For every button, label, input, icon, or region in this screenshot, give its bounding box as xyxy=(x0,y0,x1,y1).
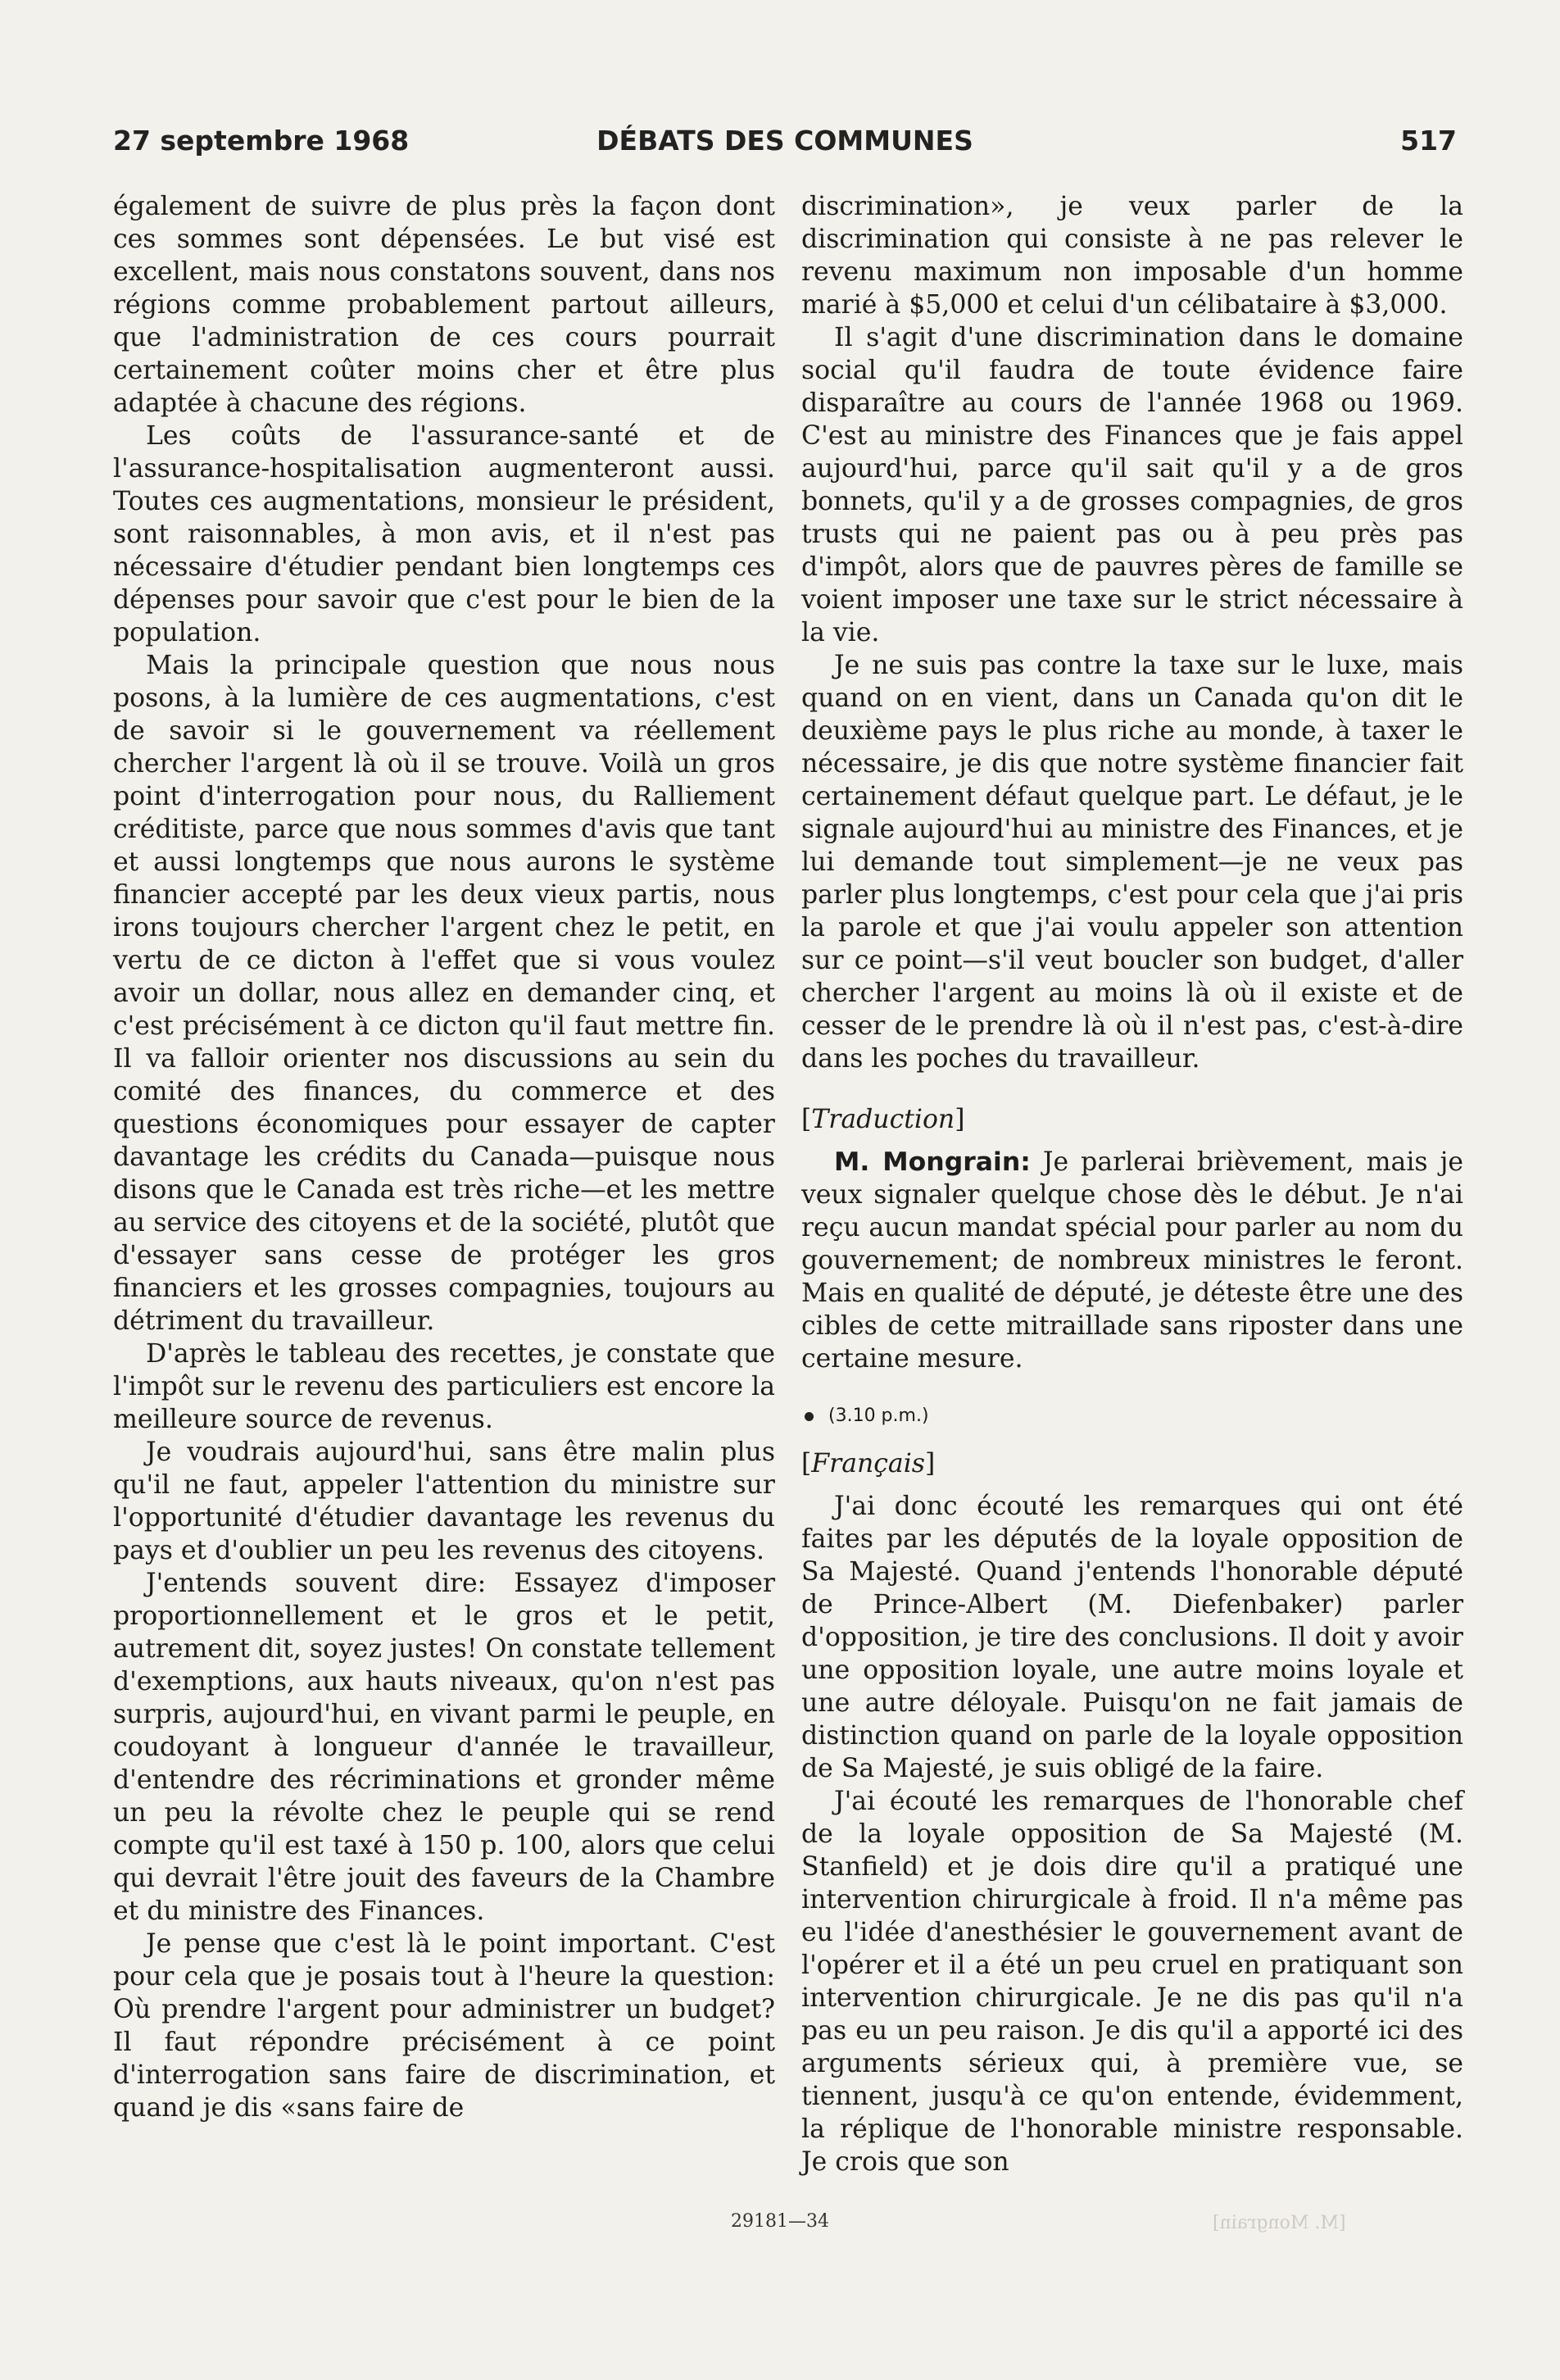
paragraph: J'ai donc écouté les remarques qui ont été faites par les députés de la loyale opposition de Sa Majesté. Quand j'entends l'honorable député de Prince-Albert (M. Diefenbaker) parler d'opposition, je tire des conclusions. Il doit y avoir une opposition loyale, une autre moins loyale et une autre déloyale. Puisqu'on ne fait jamais de distinction quand on parle de la loyale opposition de Sa Majesté, je suis obligé de la faire. xyxy=(801,1492,1463,1783)
paragraph: Il s'agit d'une discrimination dans le domaine social qu'il faudra de toute évidence faire disparaître au cours de l'année 1968 ou 1969. C'est au ministre des Finances que je fais appel aujourd'hui, parce qu'il sait qu'il y a de gros bonnets, qu'il y a de grosses compagnies, de gros trusts qui ne paient pas ou à peu près pas d'impôt, alors que de pauvres pères de famille se voient imposer une taxe sur le strict nécessaire à la vie. xyxy=(801,323,1463,647)
tag-text: Traduction xyxy=(811,1105,955,1134)
paragraph: Je ne suis pas contre la taxe sur le luxe, mais quand on en vient, dans un Canada qu'on dit le deuxième pays le plus riche au monde, à taxer le nécessaire, je dis que notre système financier fait certainement défaut quelque part. Le défaut, je le signale aujourd'hui au ministre des Finances, et je lui demande tout simplement—je ne veux pas parler plus longtemps, c'est pour cela que j'ai pris la parole et que j'ai voulu appeler son attention sur ce point—s'il veut boucler son budget, d'aller chercher l'argent au moins là où il existe et de cesser de le prendre là où il n'est pas, c'est-à-dire dans les poches du travailleur. xyxy=(801,651,1463,1074)
paragraph: Les coûts de l'assurance-santé et de l'assurance-hospitalisation augmenteront aussi. Toutes ces augmentations, monsieur le président, sont raisonnables, à mon avis, et il n'est pas nécessaire d'étudier pendant bien longtemps ces dépenses pour savoir que c'est pour le bien de la population. xyxy=(113,421,775,647)
speaker-paragraph xyxy=(801,1146,1463,1375)
footer-code: 29181—34 xyxy=(731,2211,829,2232)
timestamp-text: (3.10 p.m.) xyxy=(828,1406,929,1426)
paragraph: J'entends souvent dire: Essayez d'imposer proportionnellement et le gros et le petit, autrement dit, soyez justes! On constate tellement d'exemptions, aux hauts niveaux, qu'on n'est pas surpris, aujourd'hui, en vivant parmi le peuple, en coudoyant à longueur d'année le travailleur, d'entendre des récriminations et gronder même un peu la révolte chez le peuple qui se rend compte qu'il est taxé à 150 p. 100, alors que celui qui devrait l'être jouit des faveurs de la Chambre et du ministre des Finances. xyxy=(113,1569,775,1926)
paragraph: discrimination», je veux parler de la discrimination qui consiste à ne pas relever le revenu maximum non imposable d'un homme marié à $5,000 et celui d'un célibataire à $3,000. xyxy=(801,192,1463,320)
right-column xyxy=(801,190,1463,2177)
paragraph: D'après le tableau des recettes, je constate que l'impôt sur le revenu des particuliers est encore la meilleure source de revenus. xyxy=(113,1339,775,1434)
speaker-text: Je parlerai brièvement, mais je veux signaler quelque chose dès le début. Je n'ai reçu aucun mandat spécial pour parler au nom du gouvernement; de nombreux ministres le feront. Mais en qualité de député, je déteste être une des cibles de cette mitraillade sans riposter dans une certaine mesure. xyxy=(801,1147,1463,1374)
paragraph: J'ai écouté les remarques de l'honorable chef de la loyale opposition de Sa Majesté (M. Stanfield) et je dois dire qu'il a pratiqué une intervention chirurgicale à froid. Il n'a même pas eu l'idée d'anesthésier le gouvernement avant de l'opérer et il a été un peu cruel en pratiquant son intervention chirurgicale. Je ne dis pas qu'il n'a pas eu un peu raison. Je dis qu'il a apporté ici des arguments sérieux qui, à première vue, se tiennent, jusqu'à ce qu'on entende, évidemment, la réplique de l'honorable ministre responsable. Je crois que son xyxy=(801,1787,1463,2177)
speaker-name: M. Mongrain: xyxy=(834,1147,1031,1177)
running-header xyxy=(113,125,1457,166)
language-tag-francais: [Français] xyxy=(801,1449,936,1478)
paragraph: Je pense que c'est là le point important. C'est pour cela que je posais tout à l'heure la question: Où prendre l'argent pour administrer un budget? Il faut répondre précisément à ce point d'interrogation sans faire de discrimination, et quand je dis «sans faire de xyxy=(113,1929,775,2123)
paragraph: Je voudrais aujourd'hui, sans être malin plus qu'il ne faut, appeler l'attention du ministre sur l'opportunité d'étudier davantage les revenus du pays et d'oublier un peu les revenus des citoyens. xyxy=(113,1438,775,1565)
page-number: 517 xyxy=(1400,125,1457,157)
tag-text: Français xyxy=(811,1449,925,1478)
bullet-icon xyxy=(805,1412,814,1421)
paragraph: Mais la principale question que nous nous posons, à la lumière de ces augmentations, c'est de savoir si le gouvernement va réellement chercher l'argent là où il se trouve. Voilà un gros point d'interrogation pour nous, du Ralliement créditiste, parce que nous sommes d'avis que tant et aussi longtemps que nous aurons le système financier accepté par les deux vieux partis, nous irons toujours chercher l'argent chez le petit, en vertu de ce dicton à l'effet que si vous voulez avoir un dollar, nous allez en demander cinq, et c'est précisément à ce dicton qu'il faut mettre fin. Il va falloir orienter nos discussions au sein du comité des finances, du commerce et des questions économiques pour essayer de capter davantage les crédits du Canada—puisque nous disons que le Canada est très riche—et les mettre au service des citoyens et de la société, plutôt que d'essayer sans cesse de protéger les gros financiers et les grosses compagnies, toujours au détriment du travailleur. xyxy=(113,651,775,1336)
paragraph: également de suivre de plus près la façon dont ces sommes sont dépensées. Le but visé est excellent, mais nous constatons souvent, dans nos régions comme probablement partout ailleurs, que l'administration de ces cours pourrait certainement coûter moins cher et être plus adaptée à chacune des régions. xyxy=(113,192,775,418)
bleed-through-text: [M. Mongrain] xyxy=(1213,2213,1346,2233)
timestamp xyxy=(801,1400,1463,1433)
header-date: 27 septembre 1968 xyxy=(113,125,410,157)
header-title: DÉBATS DES COMMUNES xyxy=(596,125,973,157)
language-tag-translation: [Traduction] xyxy=(801,1105,965,1134)
left-column xyxy=(113,190,775,2141)
